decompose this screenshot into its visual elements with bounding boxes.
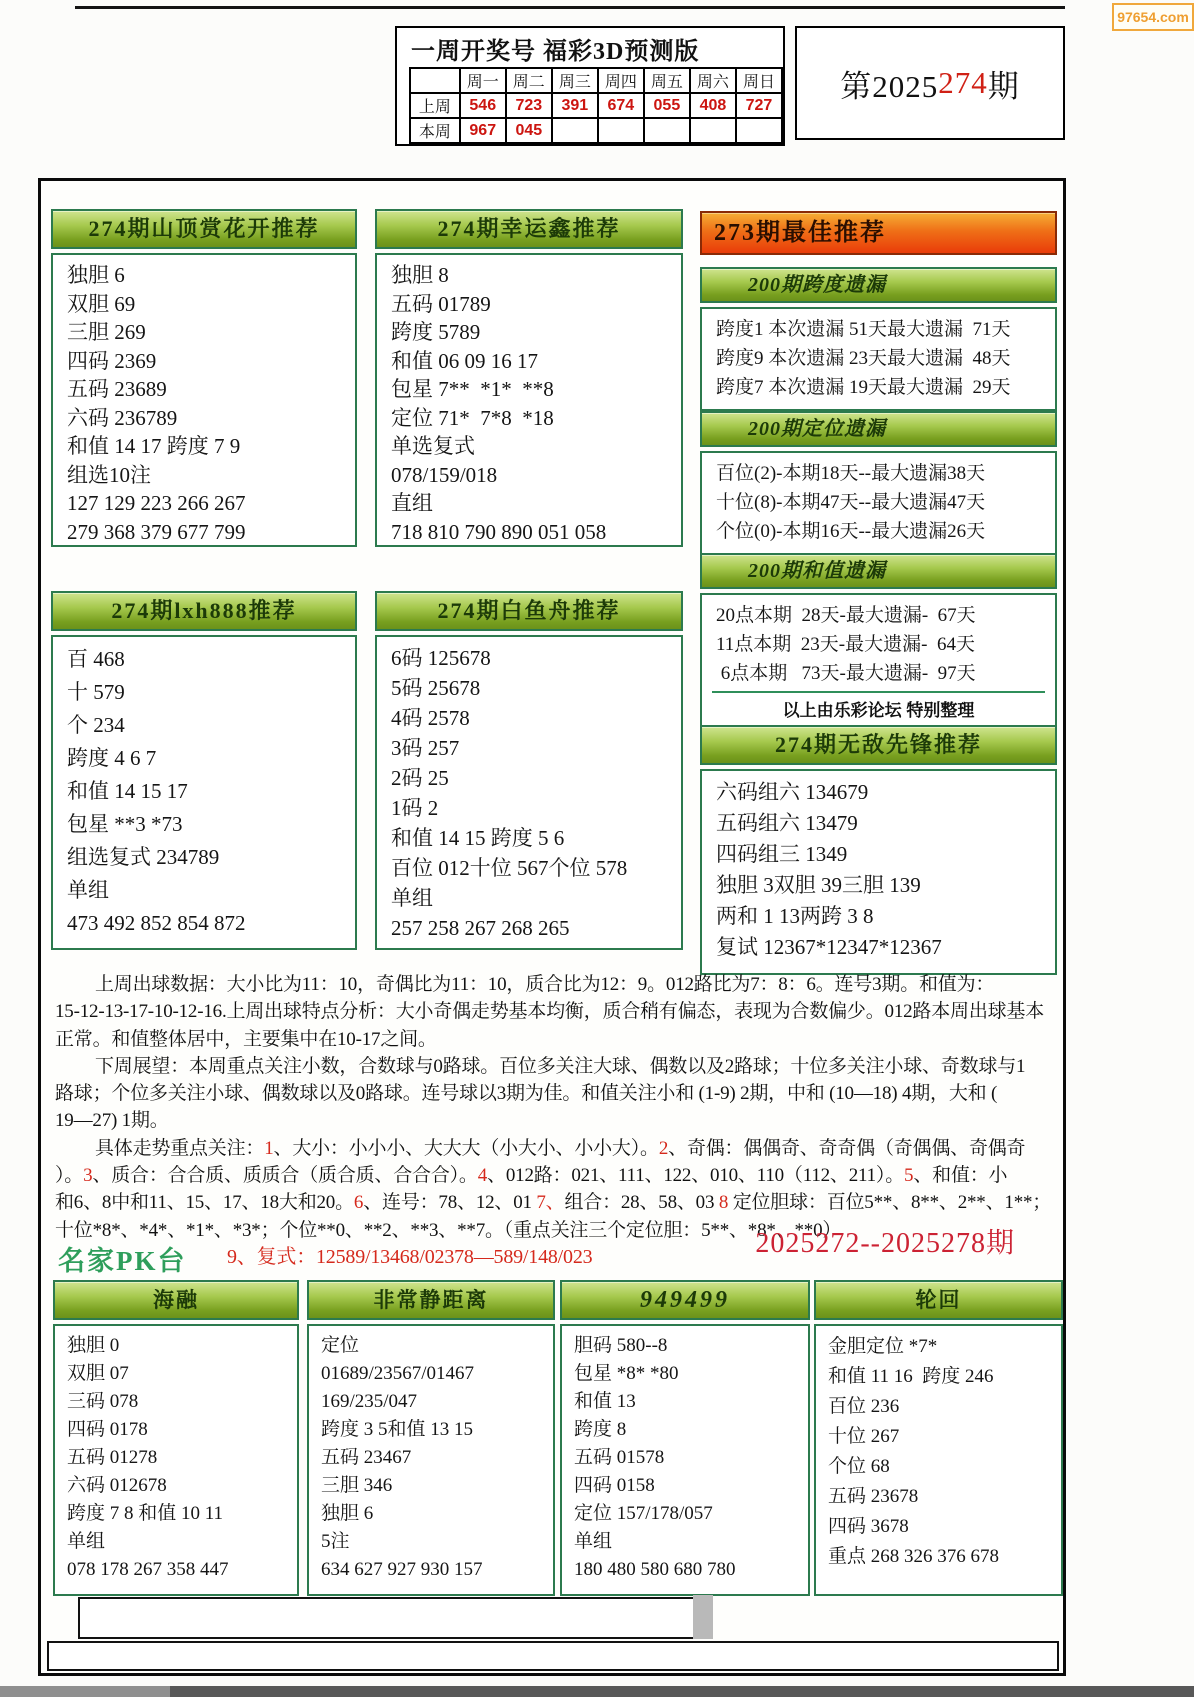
box-line: 跨度 3 5和值 13 15 [321,1419,474,1440]
analysis-line: 路球；个位多关注小球、偶数球以及0路球。连号球以3期为佳。和值关注小和 (1-9) 2期，中和 (10—18) 4期，大和 ( [55,1083,998,1105]
day-header-cell: 周三 [552,68,598,93]
box-pk-949499 [560,1280,810,1596]
box-title: 949499 [560,1280,810,1320]
box-line: 和值 14 15 17 [67,779,188,803]
analysis-line: 十位*8*、*4*、*1*、*3*；个位**0、**2、**3、**7。（重点关注三个定位胆：5**、*8*、**0） [55,1219,842,1241]
box-shanding-recommend [51,209,357,547]
box-line: 五码 01789 [391,291,491,316]
box-line: 718 810 790 890 051 058 [391,519,607,544]
box-line: 三码 078 [67,1391,139,1412]
box-line: 三胆 346 [321,1475,393,1496]
box-line: 个 234 [67,713,125,737]
box-line: 五码 23678 [828,1486,919,1507]
box-line: 078/159/018 [391,462,498,487]
box-line: 百 468 [67,647,125,671]
box-line: 跨度 7 8 和值 10 11 [67,1503,224,1524]
box-line: 和值 13 [574,1391,636,1412]
box-line: 六码组六 134679 [716,780,869,804]
box-line: 百位 236 [828,1396,900,1417]
box-title: 200期和值遗漏 [700,553,1057,589]
issue-prefix: 第2025 [840,68,939,104]
box-body [814,1324,1063,1596]
draw-number-cell [736,118,782,143]
main-frame [38,178,1066,1676]
box-title: 轮回 [814,1280,1063,1320]
analysis-line: 19—27) 1期。 [55,1110,169,1132]
box-line: 6点本期 73天-最大遗漏- 97天 [716,663,976,684]
box-line: 单组 [67,1531,106,1552]
row-label-cell: 本周 [410,118,460,143]
draw-number-cell: 055 [644,93,690,118]
box-line: 473 492 852 854 872 [67,911,246,935]
pk-title: 名家PK台 [58,1246,187,1276]
box-body [375,253,683,547]
box-best-recommend-header [700,211,1057,255]
box-title: 274期lxh888推荐 [51,591,357,631]
box-line: 定位 71* 7*8 *18 [391,405,554,430]
draw-number-cell [598,118,644,143]
box-line: 六码 236789 [67,405,178,430]
box-line: 跨度1 本次遗漏 51天最大遗漏 71天 [716,319,1011,340]
box-footer: 以上由乐彩论坛 特别整理 [712,691,1045,721]
box-lxh888-recommend [51,591,357,950]
box-line: 直组 [391,491,433,515]
box-line: 169/235/047 [321,1391,418,1412]
analysis-line: 和6、8中和11、15、17、18大和20。6、连号：78、12、01 7、组合：28、58、03 8 定位胆球：百位5**、8**、2**、1**； [55,1192,1052,1214]
box-line: 单组 [391,886,433,910]
box-line: 十位 267 [828,1426,900,1447]
box-line: 五码 23689 [67,377,167,401]
box-line: 定位 157/178/057 [574,1503,713,1524]
box-line: 四码 0158 [574,1475,655,1496]
box-line: 四码 3678 [828,1516,909,1537]
box-line: 五码 01578 [574,1447,665,1468]
box-line: 和值 14 15 跨度 5 6 [391,826,565,850]
box-line: 279 368 379 677 799 [67,519,246,544]
empty-footer-box [47,1641,1059,1671]
box-body [53,1324,299,1596]
box-line: 双胆 07 [67,1363,129,1384]
box-body [51,253,357,547]
box-line: 复试 12367*12347*12367 [716,935,942,959]
box-line: 包星 7** *1* **8 [391,377,554,401]
draw-number-cell: 723 [506,93,552,118]
box-line: 包星 *8* *80 [574,1363,679,1384]
box-title: 274期白鱼舟推荐 [375,591,683,631]
weekly-numbers-box [395,26,785,146]
box-line: 独胆 6 [321,1503,374,1524]
box-line: 3码 257 [391,736,460,760]
box-line: 和值 06 09 16 17 [391,348,538,373]
box-line: 金胆定位 *7* [828,1336,938,1357]
box-line: 胆码 580--8 [574,1335,668,1356]
box-baiyuzhou-recommend [375,591,683,950]
draw-number-cell [690,118,736,143]
box-line: 跨度7 本次遗漏 19天最大遗漏 29天 [716,377,1011,398]
box-line: 和值 14 17 跨度 7 9 [67,434,241,458]
box-line: 四码组三 1349 [716,842,848,866]
draw-number-cell [644,118,690,143]
day-header-cell: 周二 [506,68,552,93]
box-line: 四码 2369 [67,348,157,373]
box-line: 三胆 269 [67,320,146,344]
table-corner-cell [410,68,460,93]
box-line: 独胆 0 [67,1335,120,1356]
draw-number-cell: 391 [552,93,598,118]
box-body [700,769,1057,975]
box-line: 257 258 267 268 265 [391,916,570,940]
box-line: 跨度 8 [574,1419,627,1440]
issue-suffix: 期 [987,68,1020,104]
box-line: 2码 25 [391,766,449,790]
analysis-line: 正常。和值整体居中，主要集中在10-17之间。 [55,1028,437,1050]
bottom-scrollbar[interactable] [0,1686,1194,1697]
empty-input-box [78,1597,697,1639]
box-span-omission [700,267,1057,411]
box-title: 273期最佳推荐 [700,211,1057,255]
top-divider [75,6,1065,9]
box-body [51,635,357,950]
draw-number-cell: 674 [598,93,644,118]
box-line: 十位(8)-本期47天--最大遗漏47天 [716,492,986,513]
box-pk-feichangjingjuli [307,1280,555,1596]
box-line: 五码组六 13479 [716,811,858,835]
box-pk-lunhui [814,1280,1063,1596]
box-line: 五码 01278 [67,1447,158,1468]
box-line: 包星 **3 *73 [67,812,183,836]
box-line: 独胆 6 [67,263,125,287]
weekly-title: 一周开奖号 福彩3D预测版 [411,39,700,65]
box-line: 20点本期 28天-最大遗漏- 67天 [716,605,976,626]
box-body [700,451,1057,555]
box-pk-hairong [53,1280,299,1596]
site-badge[interactable]: 97654.com [1112,3,1194,31]
box-body [560,1324,810,1596]
box-line: 双胆 69 [67,291,136,316]
box-line: 四码 0178 [67,1419,148,1440]
box-title: 海融 [53,1280,299,1320]
analysis-line: 下周展望：本周重点关注小数，合数球与0路球。百位多关注大球、偶数以及2路球；十位多关注小球、奇数球与1 [95,1055,1026,1077]
draw-number-cell [552,118,598,143]
box-line: 百位 012十位 567个位 578 [391,856,628,880]
box-line: 11点本期 23天-最大遗漏- 64天 [716,634,975,655]
analysis-line: 上周出球数据：大小比为11：10，奇偶比为11：10，质合比为12：9。012路比为7：8：6。连号3期。和值为： [95,974,995,995]
box-title: 非常静距离 [307,1280,555,1320]
issue-number: 274 [938,65,988,100]
box-line: 五码 23467 [321,1447,412,1468]
box-wudi-pioneer-recommend [700,725,1057,975]
analysis-line: 15-12-13-17-10-12-16.上周出球特点分析：大小奇偶走势基本均衡，质合稍有偏态，表现为合数偏少。012路本周出球基本 [55,1001,1045,1023]
box-line: 01689/23567/01467 [321,1363,475,1384]
box-line: 重点 268 326 376 678 [828,1546,1000,1567]
day-header-cell: 周一 [460,68,506,93]
box-line: 跨度 5789 [391,320,481,344]
box-line: 1码 2 [391,796,439,820]
draw-number-cell: 045 [506,118,552,143]
box-line: 十 579 [67,680,125,704]
day-header-cell: 周四 [598,68,644,93]
scrollbar-thumb[interactable] [0,1686,170,1697]
box-line: 单组 [574,1531,613,1552]
box-line: 独胆 3双胆 39三胆 139 [716,873,921,897]
box-line: 180 480 580 680 780 [574,1559,736,1580]
box-line: 5码 25678 [391,676,481,700]
row-label-cell: 上周 [410,93,460,118]
box-line: 定位 [321,1335,360,1356]
day-header-cell: 周五 [644,68,690,93]
box-body [307,1324,555,1596]
box-line: 和值 11 16 跨度 246 [828,1366,994,1387]
analysis-line: ）。3、质合：合合质、质质合（质合质、合合合）。4、012路：021、111、122、010、110（112、211）。5、和值：小 [55,1165,1008,1187]
box-line: 6码 125678 [391,646,491,670]
box-line: 跨度 4 6 7 [67,746,157,770]
weekly-table [409,67,783,144]
period-range: 2025272--2025278期 [755,1228,1015,1259]
box-xingyunxin-recommend [375,209,683,547]
box-line: 127 129 223 266 267 [67,491,246,515]
day-header-cell: 周六 [690,68,736,93]
box-line: 634 627 927 930 157 [321,1559,483,1580]
box-line: 个位 68 [828,1456,890,1477]
box-line: 六码 012678 [67,1475,167,1496]
box-line: 4码 2578 [391,706,470,730]
box-position-omission [700,411,1057,555]
box-line: 组选复式 234789 [67,845,220,869]
issue-box [795,26,1065,140]
box-line: 两和 1 13两跨 3 8 [716,904,874,928]
draw-number-cell: 546 [460,93,506,118]
box-line: 个位(0)-本期16天--最大遗漏26天 [716,521,986,542]
box-title: 274期幸运鑫推荐 [375,209,683,249]
gray-block [693,1595,713,1639]
draw-number-cell: 408 [690,93,736,118]
box-title: 200期跨度遗漏 [700,267,1057,303]
analysis-line: 具体走势重点关注：1、大小：小小小、大大大（小大小、小小大）。2、奇偶：偶偶奇、奇奇偶（奇偶偶、奇偶奇 [95,1137,1026,1159]
box-title: 274期山顶赏花开推荐 [51,209,357,249]
box-line: 跨度9 本次遗漏 23天最大遗漏 48天 [716,348,1011,369]
day-header-cell: 周日 [736,68,782,93]
draw-number-cell: 727 [736,93,782,118]
box-line: 单组 [67,878,109,902]
box-body [375,635,683,950]
analysis-line: 9、复式：12589/13468/02378—589/148/023 [227,1245,593,1268]
box-line: 单选复式 [391,434,475,458]
box-line: 组选10注 [67,462,151,487]
box-line: 078 178 267 358 447 [67,1559,229,1580]
box-title: 274期无敌先锋推荐 [700,725,1057,765]
box-body [700,307,1057,411]
box-line: 百位(2)-本期18天--最大遗漏38天 [716,463,986,484]
box-sum-omission [700,553,1057,735]
draw-number-cell: 967 [460,118,506,143]
box-line: 独胆 8 [391,263,449,287]
box-title: 200期定位遗漏 [700,411,1057,447]
box-body [700,593,1057,735]
box-line: 5注 [321,1531,350,1552]
